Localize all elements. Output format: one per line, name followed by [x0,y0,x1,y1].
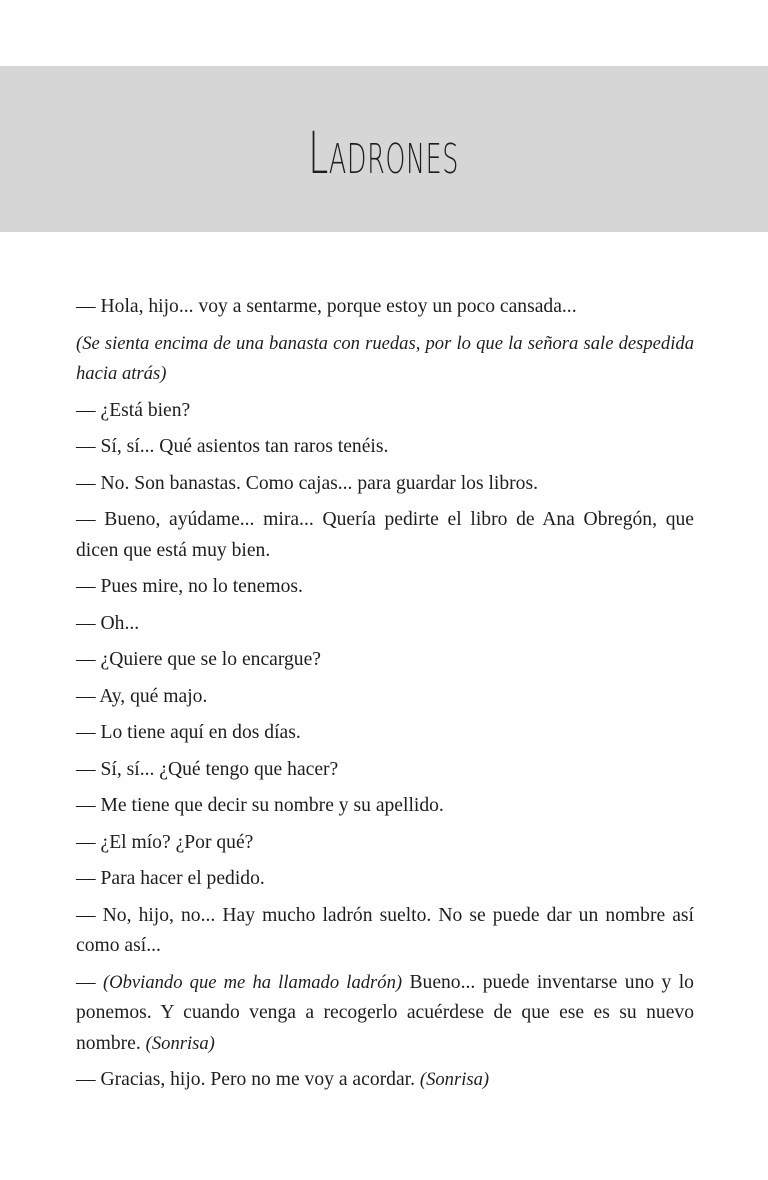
dialogue-line: — Ay, qué majo. [76,685,208,707]
dialogue-line: — Sí, sí... ¿Qué tengo que hacer? [76,758,339,780]
inline-stage-direction: (Obviando que me ha llamado ladrón) [102,971,403,993]
dialogue-line: — Para hacer el pedido. [76,868,265,889]
dialogue-line [76,968,694,1060]
dialogue-line: — Oh... [76,612,140,634]
dialogue-line: — ¿Está bien? [76,399,191,421]
dialogue-body [76,292,694,1102]
stage-direction: (Se sienta encima de una banasta con ruedas, por lo que la señora sale despedida hacia atrás) [76,332,694,384]
chapter-header-band [0,66,768,232]
dialogue-line: — Pues mire, no lo tenemos. [76,576,303,597]
dialogue-text: — Gracias, hijo. Pero no me voy a acordar. [76,1069,420,1090]
dialogue-line: — Hola, hijo... voy a sentarme, porque estoy un poco cansada... [76,296,577,317]
dialogue-line: — Me tiene que decir su nombre y su apellido. [76,795,444,816]
dialogue-text: Bueno... puede inventarse uno y lo ponemos. Y cuando venga a recogerlo acuérdese de que ese es su nuevo nombre. [76,971,694,1054]
dialogue-line: — ¿El mío? ¿Por qué? [76,831,254,853]
dialogue-line: — No, hijo, no... Hay mucho ladrón suelto. No se puede dar un nombre así como así... [76,904,694,956]
dialogue-line: — Bueno, ayúdame... mira... Quería pedirte el libro de Ana Obregón, que dicen que está muy bien. [76,509,694,561]
dialogue-dash: — [76,971,103,993]
inline-stage-direction: (Sonrisa) [145,1032,215,1054]
inline-stage-direction: (Sonrisa) [419,1069,490,1090]
dialogue-line [76,1065,694,1096]
dialogue-line: — ¿Quiere que se lo encargue? [76,649,321,670]
dialogue-line: — Lo tiene aquí en dos días. [76,722,301,743]
chapter-title: Ladrones [308,119,460,187]
dialogue-line: — Sí, sí... Qué asientos tan raros tenéis. [76,436,389,457]
dialogue-line: — No. Son banastas. Como cajas... para guardar los libros. [76,472,538,494]
